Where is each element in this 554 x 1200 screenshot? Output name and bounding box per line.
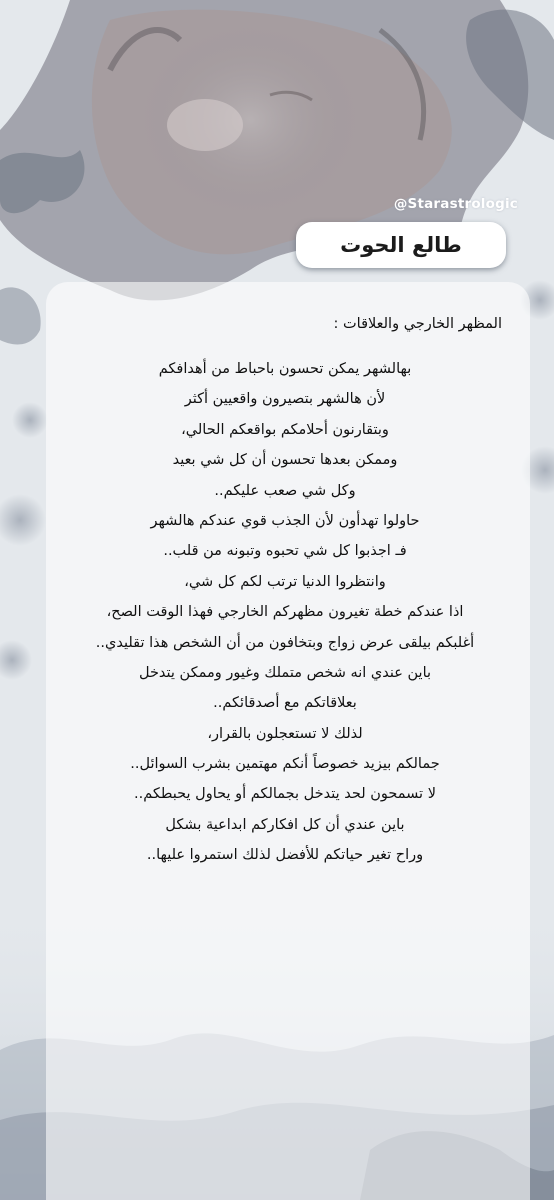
text-line: اذا عندكم خطة تغيرون مظهركم الخارجي فهذا الوقت الصح، (106, 604, 464, 621)
section-heading: المظهر الخارجي والعلاقات : (333, 316, 502, 332)
text-line: وبتقارنون أحلامكم بواقعكم الحالي، (181, 421, 389, 438)
text-line: فـ اجذبوا كل شي تحبوه وتبونه من قلب.. (163, 543, 407, 560)
text-line: حاولوا تهدأون لأن الجذب قوي عندكم هالشهر (150, 512, 420, 529)
title-badge (296, 222, 506, 268)
text-line: أغلبكم بيلقى عرض زواج وبتخافون من أن الشخص هذا تقليدي.. (95, 634, 475, 651)
text-line: وراح تغير حياتكم للأفضل لذلك استمروا عليها.. (146, 847, 424, 864)
horoscope-text (70, 354, 500, 871)
text-line: باين عندي أن كل افكاركم ابداعية بشكل (165, 816, 405, 833)
text-line: لذلك لا تستعجلون بالقرار، (207, 725, 363, 742)
text-line: باين عندي انه شخص متملك وغيور وممكن يتدخل (138, 664, 432, 681)
instagram-handle: @Starastrologic (393, 196, 518, 212)
text-line: جمالكم بيزيد خصوصاً أنكم مهتمين بشرب السوائل.. (130, 756, 440, 773)
text-line: وكل شي صعب عليكم.. (214, 482, 356, 499)
text-line: لا تسمحون لحد يتدخل بجمالكم أو يحاول يحبطكم.. (134, 786, 436, 803)
text-line: بهالشهر يمكن تحسون باحباط من أهدافكم (158, 361, 412, 377)
text-line: بعلاقاتكم مع أصدقائكم.. (213, 695, 357, 712)
page-title: طالع الحوت (340, 233, 462, 257)
text-line: وانتظروا الدنيا ترتب لكم كل شي، (184, 573, 386, 590)
text-line: وممكن بعدها تحسون أن كل شي بعيد (172, 452, 398, 469)
text-line: لأن هالشهر بتصيرون واقعيين أكثر (184, 391, 386, 408)
